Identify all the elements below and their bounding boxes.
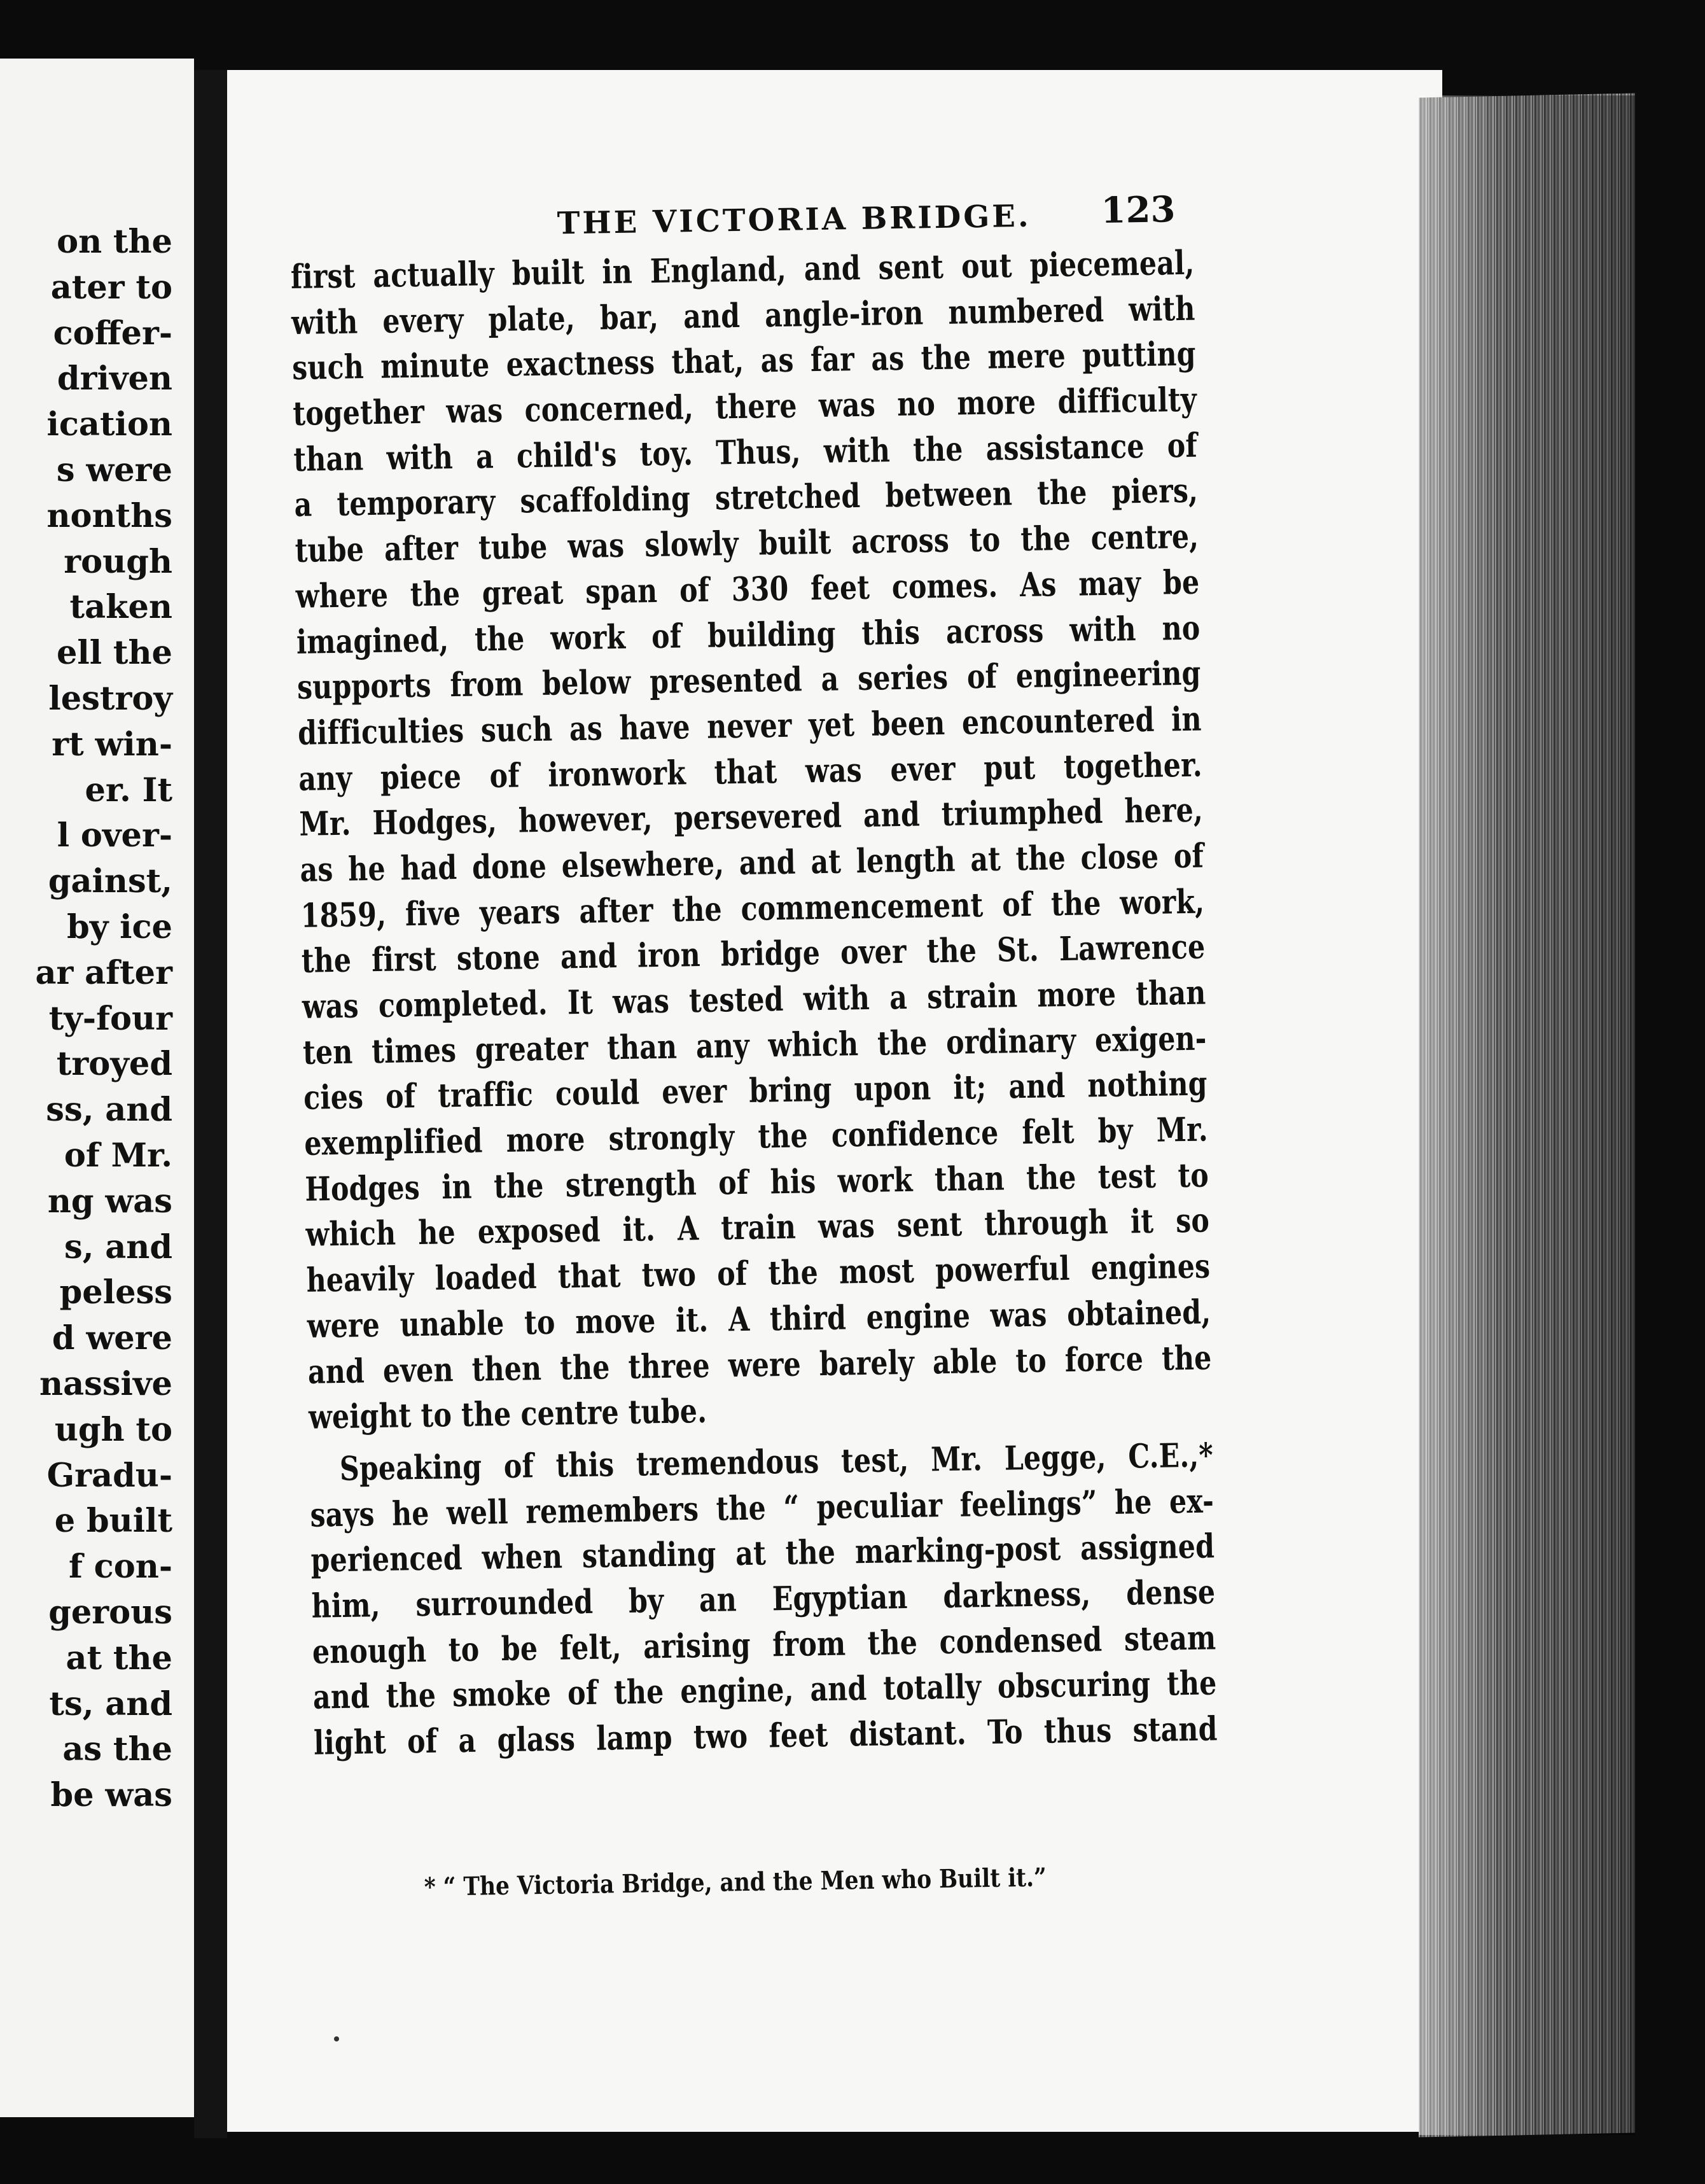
text-line: which he exposed it. A train was sent through it so <box>305 1201 1210 1255</box>
left-page-fragment: as the <box>62 1730 172 1769</box>
left-page-fragment: e built <box>54 1502 172 1541</box>
left-page-fragment: Gradu- <box>46 1456 172 1495</box>
text-line: Mr. Hodges, however, persevered and triumphed here, <box>299 790 1204 844</box>
ink-speck <box>334 2036 339 2041</box>
text-line: enough to be felt, arising from the condensed steam <box>312 1618 1216 1672</box>
left-page-fragment: s were <box>56 451 172 489</box>
left-page-fragment: d were <box>52 1319 172 1358</box>
text-line: light of a glass lamp two feet distant. To thus stand <box>313 1709 1218 1763</box>
left-page-fragment: rough <box>64 542 172 581</box>
right-page-text <box>289 183 1218 1902</box>
left-page-fragment: ng was <box>47 1182 172 1221</box>
text-line: was completed. It was tested with a strain more than <box>302 973 1206 1026</box>
text-line: Speaking of this tremendous test, Mr. Legge, C.E.,* <box>339 1436 1214 1488</box>
left-page-fragment: of Mr. <box>64 1137 172 1175</box>
left-page-fragment: driven <box>57 360 172 398</box>
left-page-fragment: er. It <box>85 771 172 809</box>
left-page-fragment: gerous <box>48 1593 172 1632</box>
left-page-fragment: peless <box>59 1273 172 1312</box>
text-line: perienced when standing at the marking-post assigned <box>310 1527 1215 1580</box>
left-page-fragment: nonths <box>46 496 172 535</box>
page-number: 123 <box>1101 188 1176 232</box>
text-line: difficulties such as have never yet been encountered in <box>297 699 1202 753</box>
left-page <box>0 59 194 2117</box>
left-page-fragment: at the <box>66 1639 172 1677</box>
text-line: imagined, the work of building this across with no <box>296 608 1200 662</box>
text-line: cies of traffic could ever bring upon it; and nothing <box>303 1064 1208 1118</box>
text-line: such minute exactness that, as far as the mere putting <box>291 335 1197 388</box>
left-page-fragment: ell the <box>56 634 172 673</box>
left-page-fragment: troyed <box>56 1045 172 1084</box>
left-page-fragment: s, and <box>64 1228 172 1266</box>
text-line: than with a child's toy. Thus, with the assistance of <box>293 426 1198 479</box>
text-line: 1859, five years after the commencement of the work, <box>300 882 1205 935</box>
text-line: supports from below presented a series of engineering <box>296 654 1201 708</box>
text-line: exemplified more strongly the confidence felt by Mr. <box>303 1110 1209 1163</box>
left-page-fragment: ty-four <box>48 999 172 1038</box>
paragraph-2 <box>309 1432 1218 1766</box>
text-line: any piece of ironwork that was ever put together. <box>298 745 1203 799</box>
left-page-fragment: lestroy <box>48 680 172 718</box>
page-edges-shade <box>1419 95 1635 2135</box>
text-line: the first stone and iron bridge over the St. Lawrence <box>301 927 1206 981</box>
left-page-fragment: f con- <box>68 1548 172 1586</box>
left-page-fragment: ar after <box>35 953 172 992</box>
left-page-fragment: coffer- <box>53 314 172 353</box>
left-page-fragment: on the <box>57 223 172 261</box>
left-page-fragment: ts, and <box>49 1684 172 1723</box>
left-page-fragment: gainst, <box>48 862 172 901</box>
text-line: tube after tube was slowly built across to the centre, <box>295 517 1199 571</box>
left-page-fragment: rt win- <box>52 725 172 764</box>
text-line: first actually built in England, and sent out piecemeal, <box>290 243 1195 297</box>
left-page-fragment: l over- <box>57 816 172 855</box>
left-page-fragment: ss, and <box>46 1091 172 1130</box>
book-gutter <box>194 70 227 2138</box>
left-page-fragment: ication <box>46 405 172 444</box>
text-line: as he had done elsewhere, and at length at the close of <box>300 836 1204 890</box>
text-line: Hodges in the strength of his work than the test to <box>305 1156 1209 1209</box>
paragraph-1 <box>290 241 1212 1441</box>
text-line: were unable to move it. A third engine was obtained, <box>307 1292 1211 1346</box>
left-page-fragment: ater to <box>50 268 172 307</box>
running-head: THE VICTORIA BRIDGE. <box>557 198 1031 242</box>
text-line: and the smoke of the engine, and totally obscuring the <box>312 1663 1217 1718</box>
text-line: heavily loaded that two of the most powerful engines <box>306 1247 1211 1300</box>
text-line: together was concerned, there was no more difficulty <box>292 380 1197 434</box>
text-line: with every plate, bar, and angle-iron numbered with <box>291 289 1195 342</box>
left-page-fragment: be was <box>50 1776 172 1815</box>
text-line: says he well remembers the “ peculiar feelings” he ex- <box>310 1481 1214 1535</box>
left-page-fragment: ugh to <box>54 1410 172 1449</box>
left-page-fragment: by ice <box>67 908 172 946</box>
left-page-fragment: nassive <box>39 1365 172 1403</box>
text-line: ten times greater than any which the ordinary exigen- <box>302 1019 1207 1072</box>
text-line: him, surrounded by an Egyptian darkness, dense <box>311 1572 1216 1626</box>
footnote: * “ The Victoria Bridge, and the Men who Built it.” <box>424 1862 1047 1902</box>
text-line: where the great span of 330 feet comes. As may be <box>295 563 1200 616</box>
text-line: a temporary scaffolding stretched between the piers, <box>294 472 1199 525</box>
left-page-fragment: taken <box>69 588 172 627</box>
text-line: and even then the three were barely able to force the <box>307 1338 1212 1392</box>
text-line: weight to the centre tube. <box>308 1392 707 1437</box>
